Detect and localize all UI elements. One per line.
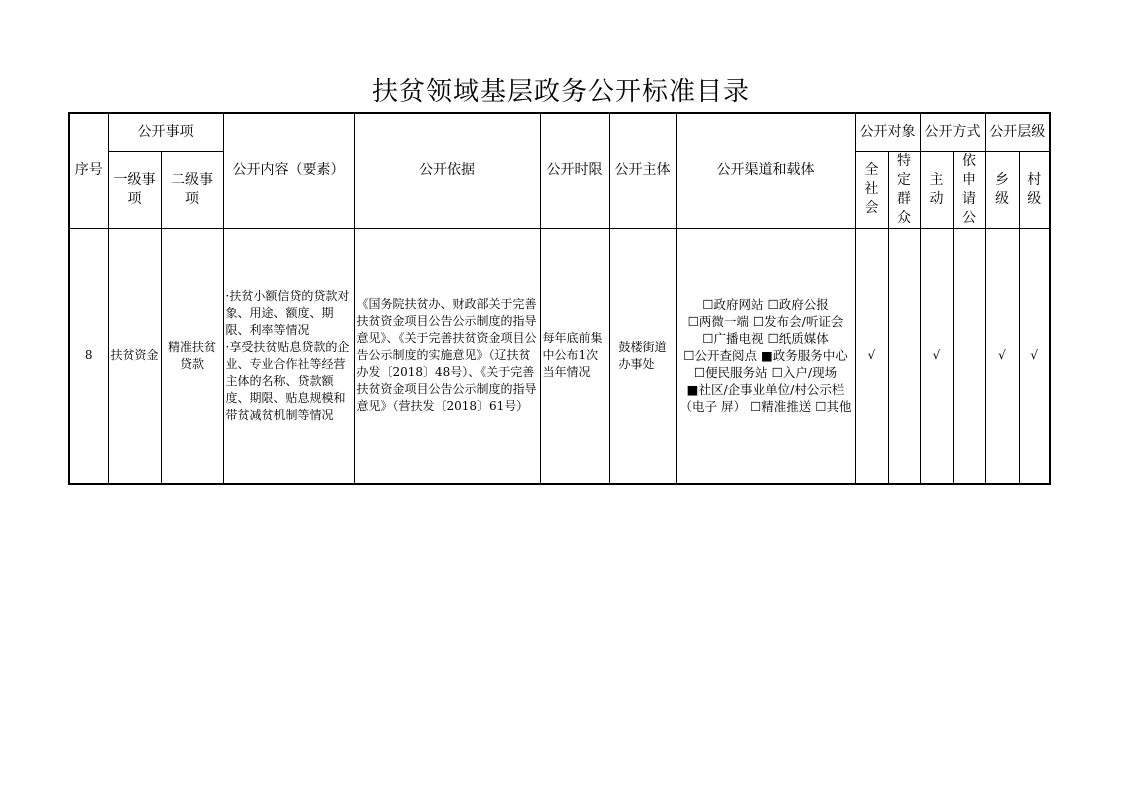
content-line: ·享受扶贫贴息贷款的企业、专业合作社等经营主体的名称、贷款额度、期限、贴息规模和带贫减贫机制等情况 — [225, 339, 350, 422]
row-seq: 8 — [69, 228, 108, 484]
checkbox-icon: ☐ — [767, 331, 779, 347]
header-audience-specific-text: 特定群众 — [897, 152, 911, 226]
row-time-limit: 每年底前集中公布1次当年情况 — [540, 228, 609, 484]
channel-label: 其他 — [826, 399, 852, 415]
row-subject — [609, 228, 676, 484]
check-method-request — [953, 228, 985, 484]
header-items-group: 公开事项 — [108, 113, 223, 151]
channel-item — [694, 365, 768, 380]
header-row-1 — [69, 113, 1050, 151]
channel-item — [767, 331, 828, 346]
header-level1-text: 一级事项 — [113, 171, 156, 207]
row-content — [223, 228, 354, 484]
checkbox-icon: ☐ — [752, 314, 765, 330]
checkbox-icon: ☐ — [702, 331, 714, 347]
channel-item — [772, 365, 837, 380]
row-channels — [676, 228, 855, 484]
check-level-village: √ — [1019, 228, 1050, 484]
header-audience-all-text: 全社会 — [864, 162, 879, 216]
header-method-request — [953, 151, 985, 228]
row-level1: 扶贫资金 — [108, 228, 161, 484]
header-content: 公开内容（要素） — [223, 113, 354, 228]
channel-item — [750, 399, 811, 414]
content-line: ·扶贫小额信贷的贷款对象、用途、额度、期限、利率等情况 — [225, 288, 350, 337]
header-level-village-text: 村级 — [1027, 171, 1042, 207]
channel-item — [815, 399, 851, 414]
checked-box-icon: ■ — [686, 382, 699, 398]
header-level-village — [1019, 151, 1050, 228]
check-audience-specific — [888, 228, 920, 484]
header-level-township-text: 乡级 — [995, 171, 1009, 207]
check-audience-all: √ — [855, 228, 888, 484]
channel-item — [753, 314, 843, 329]
channel-item — [683, 348, 757, 363]
channel-label: 社区/企事业单位/村公示栏（电子 屏） — [679, 382, 845, 415]
header-seq: 序号 — [69, 113, 108, 228]
header-time-limit: 公开时限 — [540, 113, 609, 228]
header-subject: 公开主体 — [609, 113, 676, 228]
header-level-township — [985, 151, 1019, 228]
channel-label: 便民服务站 — [705, 365, 768, 381]
header-level2-text: 二级事项 — [171, 171, 213, 207]
checked-box-icon: ■ — [760, 348, 773, 364]
checkbox-icon: ☐ — [683, 348, 695, 364]
channel-item — [702, 297, 763, 312]
checkbox-icon: ☐ — [767, 297, 779, 313]
channel-item — [702, 331, 763, 346]
check-level-township: √ — [985, 228, 1019, 484]
page-title: 扶贫领域基层政务公开标准目录 — [371, 77, 750, 107]
checkbox-icon: ☐ — [771, 365, 783, 381]
channel-label: 精准推送 — [761, 399, 812, 415]
catalog-table — [68, 112, 1051, 485]
channel-label: 公开查阅点 — [694, 348, 757, 364]
channel-label: 广播电视 — [713, 331, 764, 347]
header-basis: 公开依据 — [354, 113, 540, 228]
row-basis: 《国务院扶贫办、财政部关于完善扶贫资金项目公告公示制度的指导意见》、《关于完善扶贫资金项目公告公示制度的实施意见》（辽扶贫办发〔2018〕48号）、《关于完善扶贫资金项目公告公示制度的指导意见》（营扶发〔2018〕61号） — [354, 228, 540, 484]
header-audience-specific — [888, 151, 920, 228]
header-method-active-text: 主动 — [929, 171, 944, 207]
checkbox-icon: ☐ — [815, 399, 827, 415]
channel-label: 发布会/听证会 — [764, 314, 844, 330]
row-subject-text: 鼓楼街道办事处 — [618, 339, 667, 371]
checkbox-icon: ☐ — [750, 399, 762, 415]
checkbox-icon: ☐ — [687, 314, 699, 330]
channel-item — [688, 314, 749, 329]
header-method-active — [920, 151, 953, 228]
channel-label: 政务服务中心 — [772, 348, 848, 364]
channel-label: 两微一端 — [698, 314, 749, 330]
header-method-group: 公开方式 — [920, 113, 985, 151]
channel-label: 入户/现场 — [782, 365, 838, 381]
channel-item — [761, 348, 848, 363]
header-audience-all — [855, 151, 888, 228]
channel-label: 纸质媒体 — [778, 331, 829, 347]
header-method-request-text: 依申请公 — [962, 152, 976, 226]
check-method-active: √ — [920, 228, 953, 484]
header-audience-group: 公开对象 — [855, 113, 920, 151]
checkbox-icon: ☐ — [693, 365, 706, 381]
header-level1 — [108, 151, 161, 228]
header-level-group: 公开层级 — [985, 113, 1050, 151]
checkbox-icon: ☐ — [702, 297, 714, 313]
channel-item — [767, 297, 828, 312]
channel-label: 政府网站 — [713, 297, 764, 313]
row-level2 — [161, 228, 223, 484]
header-level2 — [161, 151, 223, 228]
row-level2-text: 精准扶贫贷款 — [168, 339, 217, 371]
header-channel: 公开渠道和载体 — [676, 113, 855, 228]
table-row — [69, 228, 1050, 484]
channel-label: 政府公报 — [778, 297, 829, 313]
